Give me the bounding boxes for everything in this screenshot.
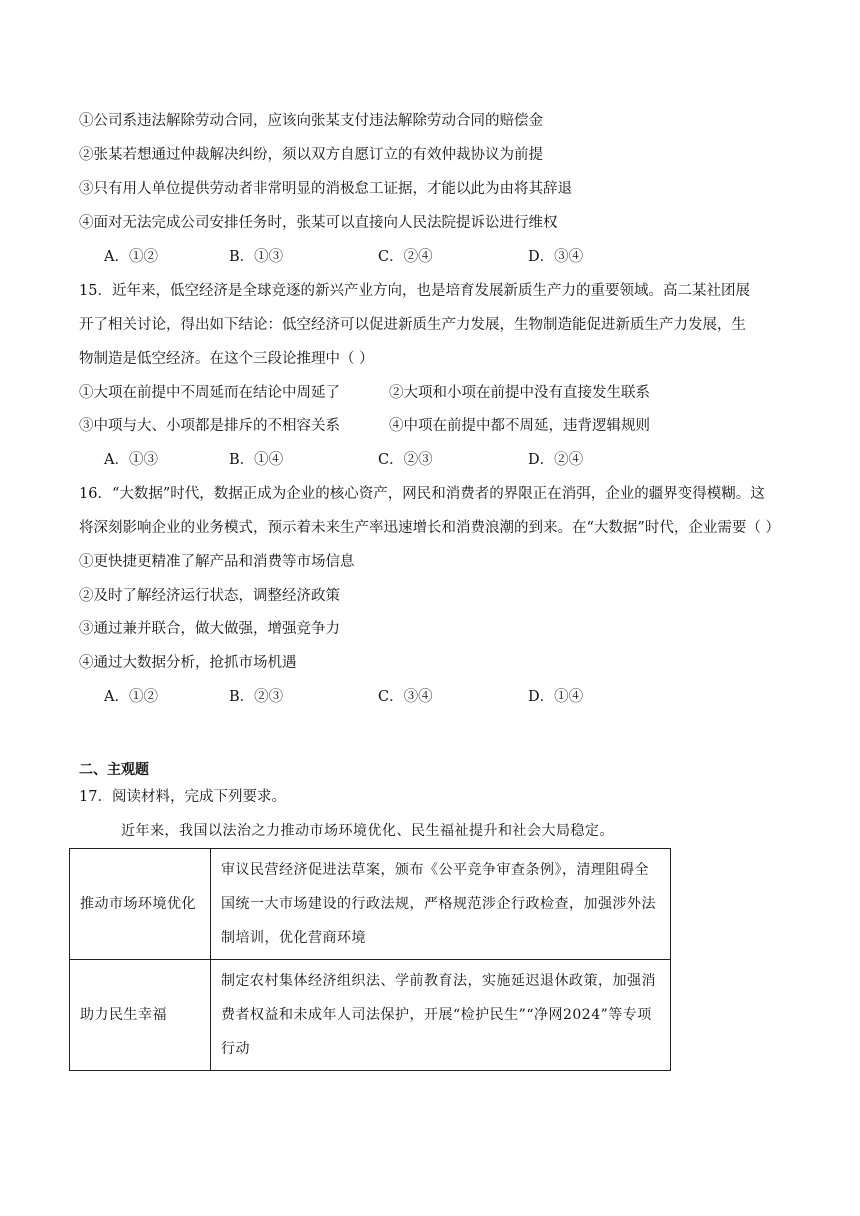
q14-statement-3: ③只有用人单位提供劳动者非常明显的消极怠工证据，才能以此为由将其辞退 — [79, 181, 572, 197]
q15-option-c: C．②③ — [378, 452, 433, 468]
q14-options — [104, 247, 724, 267]
q14-option-b: B．①③ — [229, 249, 284, 265]
q15-statement-3: ③中项与大、小项都是排斥的不相容关系 — [79, 418, 340, 434]
row-label: 推动市场环境优化 — [70, 849, 211, 960]
q14-statement-4: ④面对无法完成公司安排任务时，张某可以直接向人民法院提诉讼进行维权 — [79, 215, 558, 231]
q15-option-d: D．②④ — [528, 452, 584, 468]
q17-stem: 17．阅读材料，完成下列要求。 — [79, 789, 286, 805]
q14-option-d: D．③④ — [528, 249, 584, 265]
q16-stem-line-2: 将深刻影响企业的业务模式，预示着未来生产率迅速增长和消费浪潮的到来。在“大数据”时代，企业需要（ ） — [79, 520, 780, 536]
q15-option-b: B．①④ — [229, 452, 284, 468]
table-row — [70, 960, 671, 1071]
material-table — [69, 848, 671, 1071]
q16-statement-4: ④通过大数据分析，抢抓市场机遇 — [79, 655, 297, 671]
q16-statement-1: ①更快捷更精准了解产品和消费等市场信息 — [79, 554, 355, 570]
q15-statements-row-1 — [79, 383, 779, 403]
q16-option-a: A．①② — [104, 689, 158, 705]
q14-statement-2: ②张某若想通过仲裁解决纠纷，须以双方自愿订立的有效仲裁协议为前提 — [79, 147, 543, 163]
q16-options — [104, 687, 724, 707]
q15-options — [104, 450, 724, 470]
q15-stem-line-3: 物制造是低空经济。在这个三段论推理中（ ） — [79, 351, 374, 367]
q15-stem-line-1: 15．近年来，低空经济是全球竞逐的新兴产业方向，也是培育发展新质生产力的重要领域。高二某社团展 — [79, 283, 750, 299]
material-intro: 近年来，我国以法治之力推动市场环境优化、民生福祉提升和社会大局稳定。 — [121, 823, 614, 839]
q15-statement-4: ④中项在前提中都不周延，违背逻辑规则 — [389, 418, 650, 434]
row-label: 助力民生幸福 — [70, 960, 211, 1071]
table-row — [70, 849, 671, 960]
q15-statement-1: ①大项在前提中不周延而在结论中周延了 — [79, 385, 340, 401]
q16-option-d: D．①④ — [528, 689, 584, 705]
q16-option-b: B．②③ — [229, 689, 284, 705]
q16-statement-3: ③通过兼并联合，做大做强，增强竞争力 — [79, 621, 340, 637]
q15-option-a: A．①③ — [104, 452, 158, 468]
row-content: 制定农村集体经济组织法、学前教育法，实施延迟退休政策，加强消费者权益和未成年人司法保护，开展“检护民生”“净网2024”等专项行动 — [211, 960, 671, 1071]
q14-statement-1: ①公司系违法解除劳动合同，应该向张某支付违法解除劳动合同的赔偿金 — [79, 113, 543, 129]
q14-option-a: A．①② — [104, 249, 158, 265]
q15-statements-row-2 — [79, 416, 779, 436]
q15-stem-line-2: 开了相关讨论，得出如下结论：低空经济可以促进新质生产力发展，生物制造能促进新质生产力发展，生 — [79, 317, 746, 333]
q16-option-c: C．③④ — [378, 689, 433, 705]
row-content: 审议民营经济促进法草案，颁布《公平竞争审查条例》，清理阻碍全国统一大市场建设的行政法规，严格规范涉企行政检查，加强涉外法制培训，优化营商环境 — [211, 849, 671, 960]
q15-statement-2: ②大项和小项在前提中没有直接发生联系 — [389, 385, 650, 401]
q16-stem-line-1: 16．“大数据”时代，数据正成为企业的核心资产，网民和消费者的界限正在消弭，企业的疆界变得模糊。这 — [79, 486, 765, 502]
section-heading: 二、主观题 — [79, 762, 149, 778]
q14-option-c: C．②④ — [378, 249, 433, 265]
q16-statement-2: ②及时了解经济运行状态，调整经济政策 — [79, 588, 340, 604]
